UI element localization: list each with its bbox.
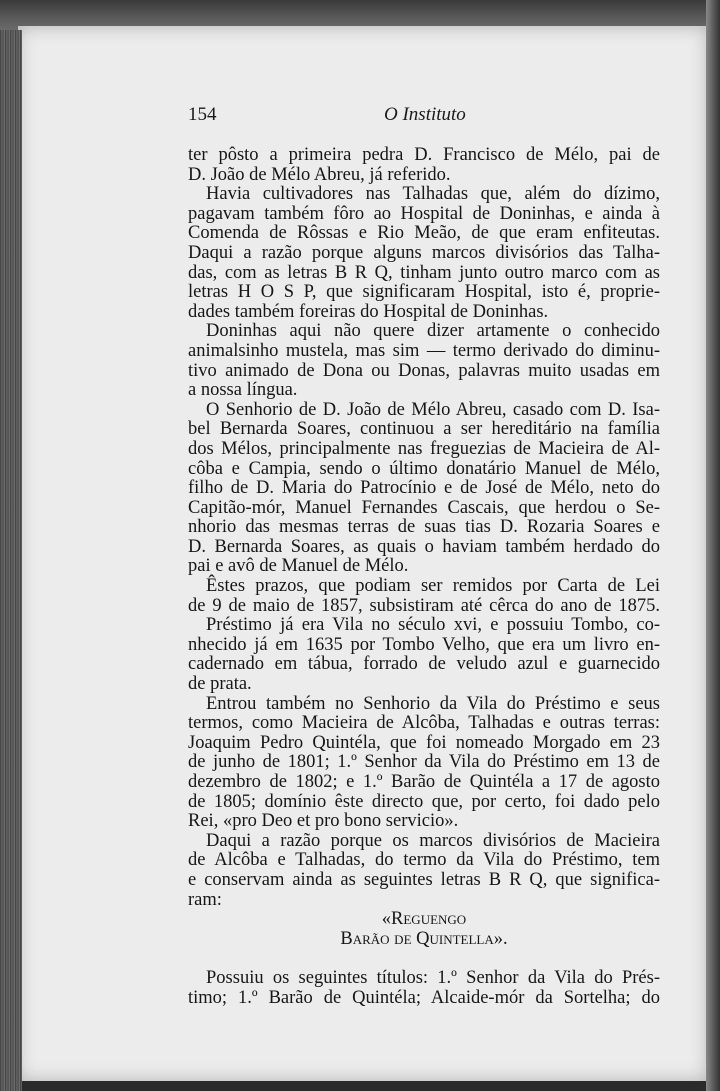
text-line: Barão de Quintella».	[340, 928, 508, 949]
text-line: de junho de 1801; 1.º Senhor da Vila do Préstimo em 13 de	[188, 752, 660, 773]
book-page-edges	[0, 30, 22, 1091]
text-line: Joaquim Pedro Quintéla, que foi nomeado Morgado em 23	[188, 732, 660, 753]
text-line: Havia cultivadores nas Talhadas que, além do dízimo,	[206, 184, 660, 205]
text-line: Daqui a razão porque alguns marcos divisórios das Talha-	[188, 242, 660, 263]
text-line: Entrou também no Senhorio da Vila do Préstimo e seus	[206, 693, 660, 714]
text-line: dades também foreiras do Hospital de Doninhas.	[188, 301, 549, 322]
blank-line	[188, 949, 660, 969]
text-line: Êstes prazos, que podiam ser remidos por Carta de Lei	[206, 576, 660, 597]
text-line: de 9 de maio de 1857, subsistiram até cêrca do ano de 1875.	[188, 595, 660, 616]
text-line: filho de D. Maria do Patrocínio e de José de Mélo, neto do	[188, 478, 660, 499]
page-number: 154	[188, 104, 217, 125]
text-line: das, com as letras B R Q, tinham junto outro marco com as	[188, 262, 660, 283]
text-line: Rei, «pro Deo et pro bono servicio».	[188, 811, 459, 832]
text-line: côba e Campia, sendo o último donatário Manuel de Mélo,	[188, 458, 660, 479]
text-line: de prata.	[188, 674, 252, 695]
text-line: dos Mélos, principalmente nas freguezias de Macieira de Al-	[188, 438, 660, 459]
text-line: dezembro de 1802; e 1.º Barão de Quintéla a 17 de agosto	[188, 772, 660, 792]
text-line: ter pôsto a primeira pedra D. Francisco de Mélo, pai de	[188, 145, 660, 165]
text-line: termos, como Macieira de Alcôba, Talhadas e outras terras:	[188, 713, 660, 734]
running-title: O Instituto	[384, 104, 466, 125]
text-line: pai e avô de Manuel de Mélo.	[188, 556, 409, 577]
text-line: Doninhas aqui não quere dizer artamente o conhecido	[206, 321, 660, 342]
text-line: cadernado em tábua, forrado de veludo azul e guarnecido	[188, 654, 660, 675]
text-line: D. João de Mélo Abreu, já referido.	[188, 164, 451, 185]
text-line: Comenda de Rôssas e Rio Meão, de que eram enfiteutas.	[188, 223, 660, 244]
text-line: nhecido já em 1635 por Tombo Velho, que era um livro en-	[188, 634, 660, 655]
text-line: Possuiu os seguintes títulos: 1.º Senhor da Vila do Prés-	[206, 967, 660, 988]
text-line: animalsinho mustela, mas sim — termo derivado do diminu-	[188, 340, 660, 361]
text-line: letras H O S P, que significaram Hospital, isto é, proprie-	[188, 282, 660, 303]
text-line: ram:	[188, 889, 222, 910]
text-line: nhorio das mesmas terras de suas tias D. Rozaria Soares e	[188, 517, 660, 538]
page-header	[188, 104, 660, 130]
text-line: D. Bernarda Soares, as quais o haviam também herdado do	[188, 536, 660, 557]
scan-right-edge	[706, 0, 720, 1091]
text-line: bel Bernarda Soares, continuou a ser hereditário na família	[188, 419, 660, 440]
body-text	[188, 146, 660, 1008]
text-line: «Reguengo	[381, 909, 467, 930]
text-line: tivo animado de Dona ou Donas, palavras muito usadas em	[188, 360, 660, 381]
text-line: O Senhorio de D. João de Mélo Abreu, casado com D. Isa-	[206, 399, 660, 420]
text-line: timo; 1.º Barão de Quintéla; Alcaide-mór da Sortelha; do	[188, 987, 660, 1008]
text-line: pagavam também fôro ao Hospital de Doninhas, e ainda à	[188, 203, 660, 224]
text-line: a nossa língua.	[188, 380, 298, 401]
text-line: Préstimo já era Vila no século xvi, e possuiu Tombo, co-	[206, 615, 660, 636]
text-line: e conservam ainda as seguintes letras B R Q, que significa-	[188, 869, 660, 890]
text-line: de Alcôba e Talhadas, do termo da Vila do Préstimo, tem	[188, 850, 660, 871]
text-line: Daqui a razão porque os marcos divisórios de Macieira	[206, 830, 660, 851]
text-line: Capitão-mór, Manuel Fernandes Cascais, que herdou o Se-	[188, 497, 660, 518]
text-line: de 1805; domínio êste directo que, por certo, foi dado pelo	[188, 791, 660, 812]
